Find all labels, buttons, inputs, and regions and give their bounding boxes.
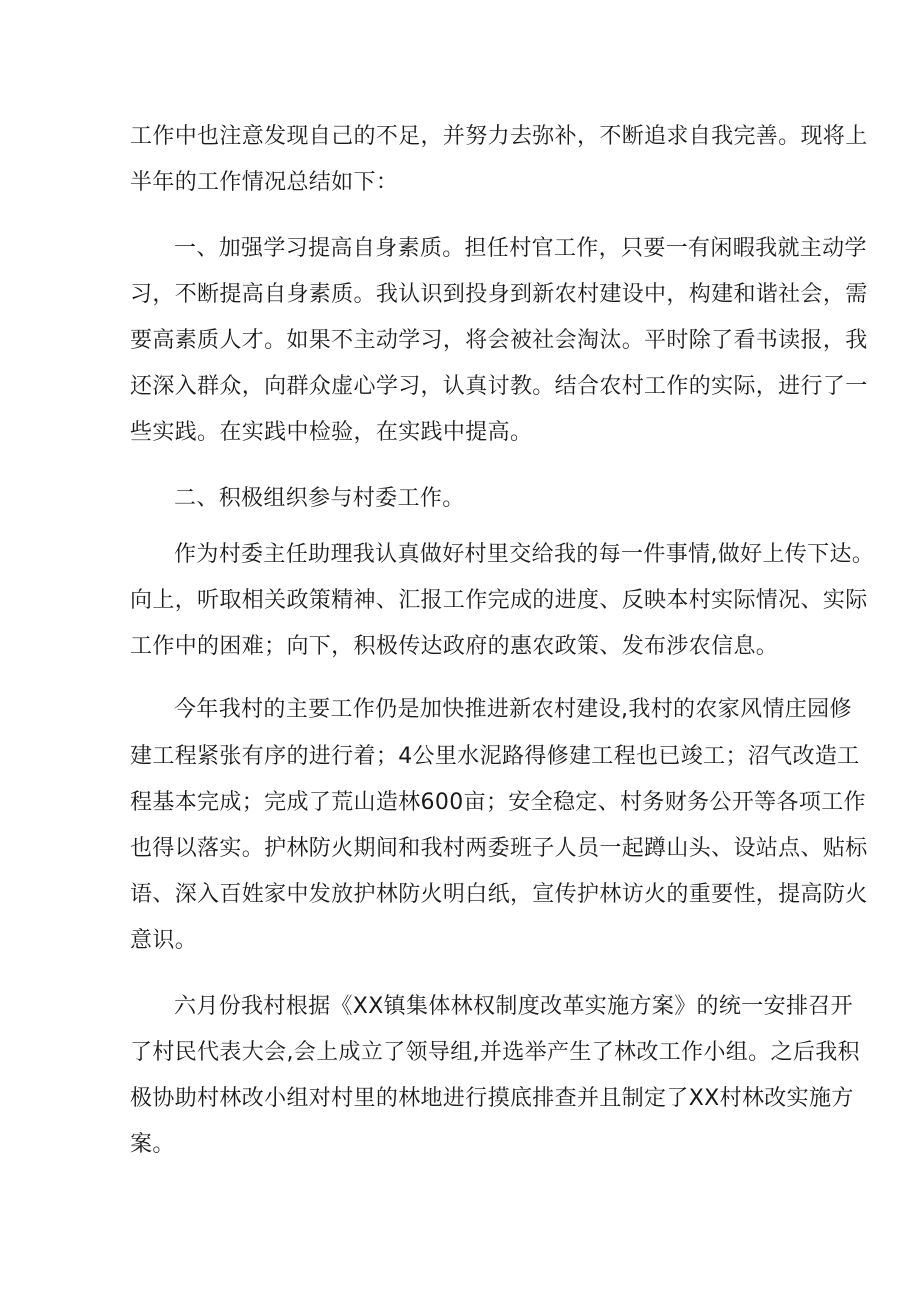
text-line: 极协助村林改小组对村里的林地进行摸底排查并且制定了XX村林改实施方 (130, 1086, 854, 1111)
text-line: 也得以落实。护林防火期间和我村两委班子人员一起蹲山头、设站点、贴标 (130, 836, 868, 861)
text-line: 工作中也注意发现自己的不足，并努力去弥补，不断追求自我完善。现将上 (130, 124, 868, 149)
text-line: 语、深入百姓家中发放护林防火明白纸，宣传护林访火的重要性，提高防火 (130, 882, 868, 907)
text-line: 今年我村的主要工作仍是加快推进新农村建设,我村的农家风情庄园修 (174, 697, 852, 722)
text-line: 作为村委主任助理我认真做好村里交给我的每一件事情,做好上传下达。 (174, 542, 875, 567)
text-line: 了村民代表大会,会上成立了领导组,并选举产生了林改工作小组。之后我积 (130, 1040, 860, 1065)
section-heading-line: 一、加强学习提高自身素质。担任村官工作，只要一有闲暇我就主动学 (174, 236, 867, 261)
text-line: 向上，听取相关政策精神、汇报工作完成的进度、反映本村实际情况、实际 (130, 588, 868, 613)
text-line: 程基本完成；完成了荒山造林600亩；安全稳定、村务财务公开等各项工作 (130, 790, 866, 815)
text-line: 工作中的困难；向下，积极传达政府的惠农政策、发布涉农信息。 (130, 634, 779, 659)
text-line: 要高素质人才。如果不主动学习，将会被社会淘汰。平时除了看书读报，我 (130, 328, 868, 353)
section-heading-line: 二、积极组织参与村委工作。 (174, 486, 465, 511)
text-line: 建工程紧张有序的进行着；4公里水泥路得修建工程也已竣工；沼气改造工 (130, 744, 860, 769)
text-line: 些实践。在实践中检验，在实践中提高。 (130, 420, 533, 445)
text-line: 习，不断提高自身素质。我认识到投身到新农村建设中，构建和谐社会，需 (130, 282, 868, 307)
text-line: 还深入群众，向群众虚心学习，认真讨教。结合农村工作的实际，进行了一 (130, 374, 868, 399)
text-line: 案。 (130, 1132, 175, 1157)
text-line: 意识。 (130, 928, 198, 953)
text-line: 六月份我村根据《XX镇集体林权制度改革实施方案》的统一安排召开 (174, 994, 853, 1019)
text-line: 半年的工作情况总结如下： (130, 170, 399, 195)
